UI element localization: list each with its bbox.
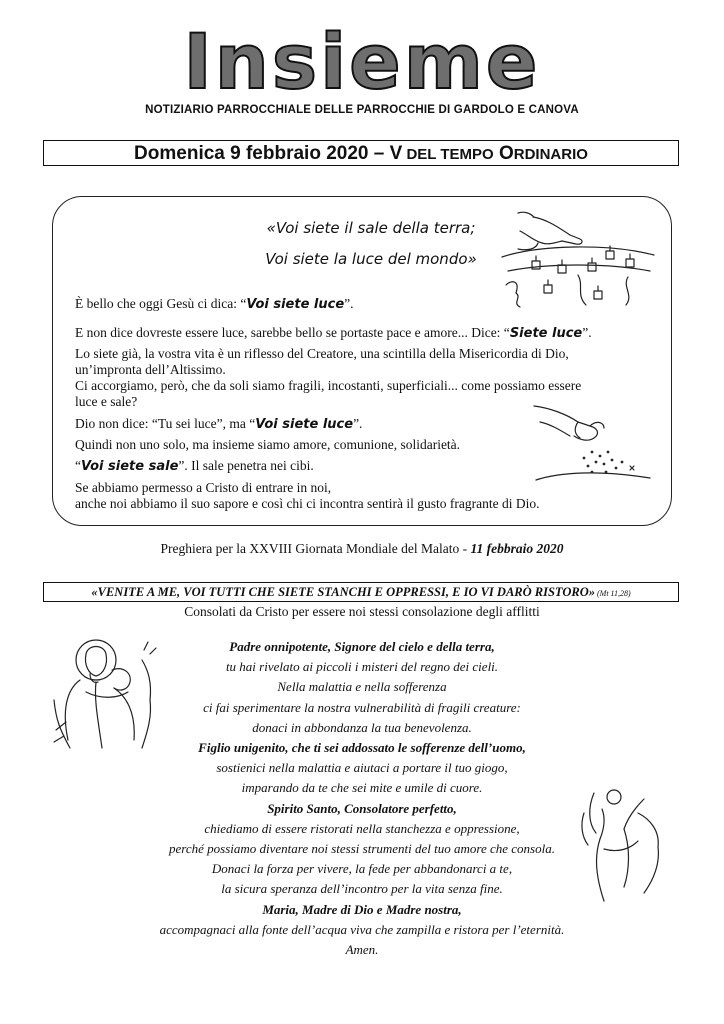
paragraph-5: Quindi non uno solo, ma insieme siamo amore, comunione, solidarietà. [75, 437, 461, 452]
paragraph-1-emphasis: Voi siete luce [246, 297, 345, 312]
paragraph-3-line-2: un’impronta dell’Altissimo. [75, 362, 226, 377]
hand-lighting-candles-illustration [498, 205, 658, 310]
paragraph-1-end: ”. [344, 296, 354, 311]
paragraph-6-text: ”. Il sale penetra nei cibi. [178, 458, 314, 473]
masthead [0, 17, 724, 106]
date-text: Domenica 9 febbraio 2020 – V [134, 143, 403, 164]
gospel-quote-line-2: Voi siete la luce del mondo» [265, 250, 477, 268]
consolation-subtitle: Consolati da Cristo per essere noi stessi consolazione degli afflitti [184, 604, 540, 619]
prayer-line: imparando da te che sei mite e umile di cuore. [241, 780, 483, 796]
paragraph-2-end: ”. [582, 325, 592, 340]
prayer-line: la sicura speranza dell’incontro per la vita senza fine. [221, 881, 503, 897]
paragraph-2-text: E non dice dovreste essere luce, sarebbe bello se portaste pace e amore... Dice: “ [75, 325, 510, 340]
prayer-line: chiediamo di essere ristorati nella stanchezza e oppressione, [204, 820, 520, 836]
paragraph-6-emphasis: Voi siete sale [81, 459, 179, 474]
prayer-line: sostienici nella malattia e aiutaci a portare il tuo giogo, [216, 760, 508, 776]
paragraph-3-line-3: Ci accorgiamo, però, che da soli siamo fragili, incostanti, superficiali... come possiamo essere [75, 378, 582, 393]
date-small-caps-tempo: EMPO [449, 146, 494, 163]
paragraph-2 [75, 325, 592, 342]
date-cap-o: O [493, 143, 514, 164]
invocation-text: «VENITE A ME, VOI TUTTI CHE SIETE STANCHI E OPPRESSI, E IO VI DARÒ RISTORO» [91, 585, 595, 599]
prayer-title-text: Preghiera per la XXVIII Giornata Mondiale del Malato - [160, 541, 471, 556]
paragraph-6 [75, 458, 314, 475]
prayer-line: Spirito Santo, Consolatore perfetto, [267, 800, 457, 816]
newsletter-logo-title: Insieme [183, 17, 541, 106]
prayer-line: Padre onnipotente, Signore del cielo e della terra, [229, 639, 495, 654]
paragraph-2-emphasis: Siete luce [509, 326, 583, 341]
prayer-line: tu hai rivelato ai piccoli i misteri del regno dei cieli. [225, 659, 499, 675]
paragraph-7-line-1: Se abbiamo permesso a Cristo di entrare in noi, [75, 480, 332, 495]
prayer-line: Figlio unigenito, che ti sei addossato le sofferenze dell’uomo, [198, 740, 526, 755]
newsletter-subtitle: NOTIZIARIO PARROCCHIALE DELLE PARROCCHIE DI GARDOLO E CANOVA [145, 104, 579, 116]
prayer-line: accompagnaci alla fonte dell’acqua viva che zampilla e ristora per l’eternità. [159, 921, 565, 937]
paragraph-6-open: “ [75, 458, 81, 473]
paragraph-1 [75, 296, 354, 313]
date-heading-box [43, 140, 679, 166]
prayer-line: Donaci la forza per vivere, la fede per abbandonarci a te, [211, 861, 513, 877]
date-small-caps-del: DEL T [402, 146, 450, 163]
paragraph-4-end: ”. [353, 416, 363, 431]
paragraph-4-emphasis: Voi siete luce [255, 417, 354, 432]
paragraph-4 [75, 416, 362, 433]
paragraph-4-text: Dio non dice: “Tu sei luce”, ma “ [75, 416, 256, 431]
paragraph-1-text: È bello che oggi Gesù ci dica: “ [75, 296, 247, 311]
gospel-quote-line-1: «Voi siete il sale della terra; [266, 219, 476, 237]
paragraph-3-line-4: luce e sale? [75, 394, 138, 409]
prayer-line: ci fai sperimentare la nostra vulnerabilità di fragili creature: [203, 699, 521, 715]
prayer-line: donaci in abbondanza la tua benevolenza. [252, 719, 472, 735]
date-small-caps-ordinario: RDINARIO [513, 146, 588, 163]
hand-sprinkling-salt-illustration [530, 400, 655, 495]
prayer-line: perché possiamo diventare noi stessi strumenti del tuo amore che consola. [169, 841, 555, 856]
prayer-title-date: 11 febbraio 2020 [470, 541, 564, 556]
invocation-box [43, 582, 679, 602]
prayer-line: Nella malattia e nella sofferenza [277, 679, 447, 695]
invocation-reference: (Mt 11,28) [594, 589, 631, 598]
prayer-line: Maria, Madre di Dio e Madre nostra, [262, 901, 462, 917]
prayer-title [0, 541, 724, 557]
paragraph-3-line-1: Lo siete già, la vostra vita è un riflesso del Creatore, una scintilla della Misericordia di Dio, [75, 346, 569, 361]
prayer-line: Amen. [345, 942, 379, 957]
paragraph-7-line-2: anche noi abbiamo il suo sapore e così chi ci incontra sentirà il gusto fragrante di Dio. [75, 496, 540, 511]
